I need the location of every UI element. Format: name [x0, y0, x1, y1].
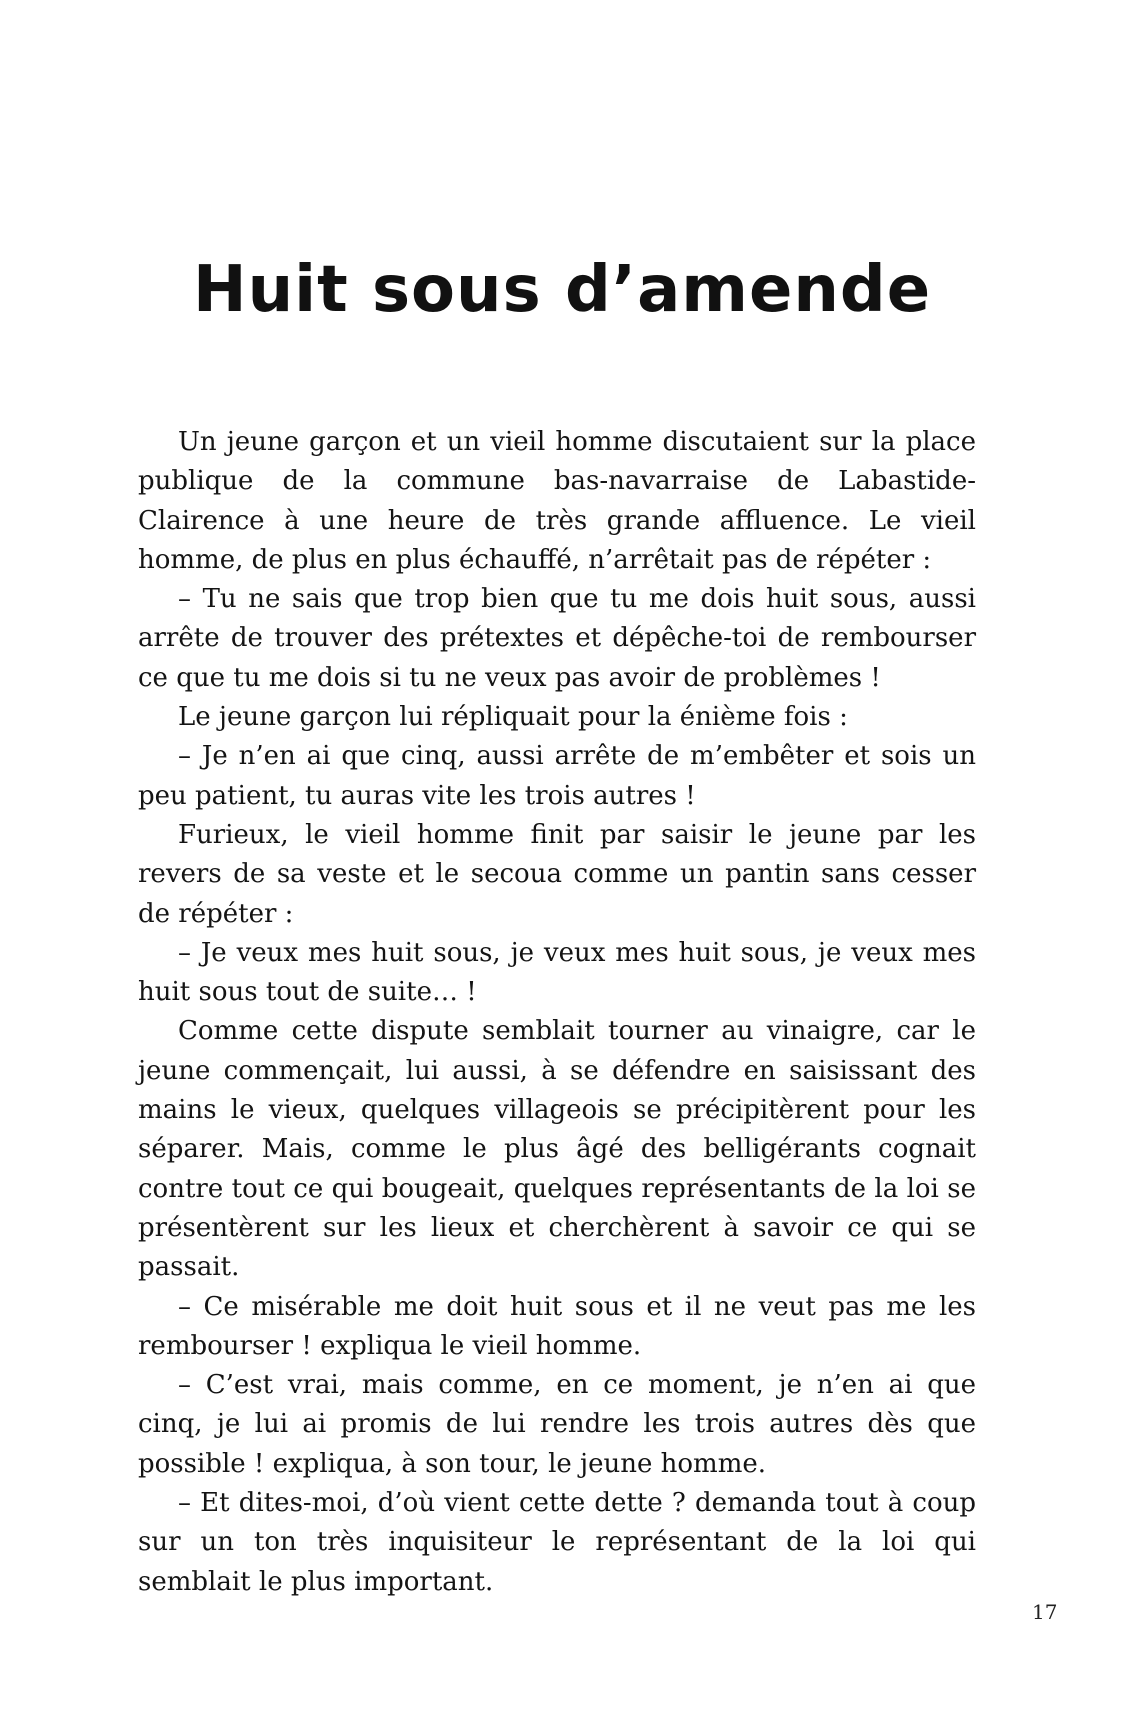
paragraph: Un jeune garçon et un vieil homme discutaient sur la place publique de la commune bas-navarraise de Labastide-Clairence à une heure de très grande affluence. Le vieil homme, de plus en plus échauffé, n’arrêtait pas de répéter : — [138, 427, 976, 575]
paragraph: Le jeune garçon lui répliquait pour la énième fois : — [178, 702, 848, 733]
paragraph: – Je n’en ai que cinq, aussi arrête de m’embêter et sois un peu patient, tu auras vite les trois autres ! — [138, 741, 976, 811]
paragraph: Furieux, le vieil homme finit par saisir le jeune par les revers de sa veste et le secoua comme un pantin sans cesser de répéter : — [138, 819, 976, 929]
paragraph: – Ce misérable me doit huit sous et il ne veut pas me les rembourser ! expliqua le vieil homme. — [138, 1291, 976, 1361]
paragraph: – Tu ne sais que trop bien que tu me dois huit sous, aussi arrête de trouver des prétextes et dépêche-toi de rembourser ce que tu me dois si tu ne veux pas avoir de problèmes ! — [138, 584, 976, 693]
chapter-body — [138, 423, 976, 1602]
paragraph: – C’est vrai, mais comme, en ce moment, je n’en ai que cinq, je lui ai promis de lui rendre les trois autres dès que possible ! expliqua, à son tour, le jeune homme. — [138, 1370, 976, 1479]
paragraph: – Et dites-moi, d’où vient cette dette ? demanda tout à coup sur un ton très inquisiteur le représentant de la loi qui semblait le plus important. — [138, 1488, 976, 1597]
page-number: 17 — [1032, 1600, 1058, 1624]
paragraph: – Je veux mes huit sous, je veux mes huit sous, je veux mes huit sous tout de suite… ! — [138, 937, 976, 1008]
chapter-title: Huit sous d’amende — [193, 253, 932, 327]
paragraph: Comme cette dispute semblait tourner au vinaigre, car le jeune commençait, lui aussi, à se défendre en saisissant des mains le vieux, quelques villageois se précipitèrent pour les séparer. Mais, comme le plus âgé des belligérants cognait contre tout ce qui bougeait, quelques représentants de la loi se présentèrent sur les lieux et cherchèrent à savoir ce qui se passait. — [138, 1016, 976, 1283]
